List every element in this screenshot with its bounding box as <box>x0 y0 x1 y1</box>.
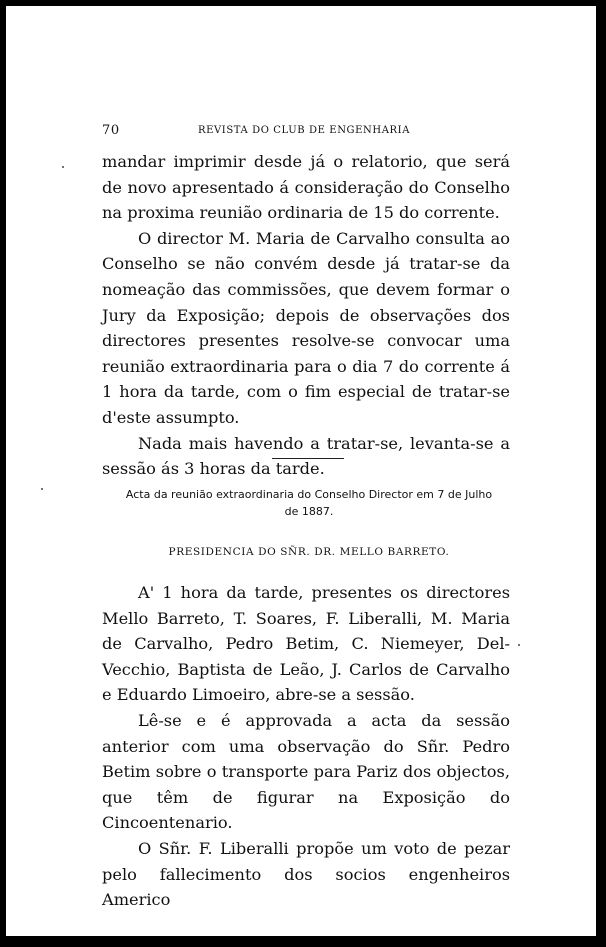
acta-title-line-2: de 1887. <box>284 505 334 518</box>
scan-speck <box>41 488 43 490</box>
page-header <box>102 123 506 141</box>
running-title: REVISTA DO CLUB DE ENGENHARIA <box>197 125 411 136</box>
paragraph-session-close: Nada mais havendo a tratar-se, levanta-se a sessão ás 3 horas da tarde. <box>102 433 510 479</box>
paragraph-condolence-vote: O Sñr. F. Liberalli propõe um voto de pezar pelo fallecimento dos socios engenheiros Americo <box>102 838 510 910</box>
scan-speck <box>518 644 520 646</box>
bottom-section <box>102 580 510 913</box>
paragraph-continued: mandar imprimir desde já o relatorio, que será de novo apresentado á consideração do Conselho na proxima reunião ordinaria de 15 do corrente. <box>102 152 510 223</box>
scan-speck <box>62 166 64 168</box>
acta-title <box>102 486 516 520</box>
acta-title-line-1: Acta da reunião extraordinaria do Conselho Director em 7 de Julho <box>125 488 493 501</box>
section-divider <box>272 458 344 459</box>
presidencia-line: PRESIDENCIA DO SÑR. DR. MELLO BARRETO. <box>168 546 450 558</box>
page-number: 70 <box>102 123 120 138</box>
top-section <box>102 149 510 482</box>
paragraph-minutes-approved: Lê-se e é approvada a acta da sessão anterior com uma observação do Sñr. Pedro Betim sobre o transporte para Pariz dos objectos, que têm de figurar na Exposição do Cincoentenario. <box>102 710 510 833</box>
paragraph-director-proposal: O director M. Maria de Carvalho consulta ao Conselho se não convém desde já tratar-se da nomeação das commissões, que devem formar o Jury da Exposição; depois de observações dos directores presentes resolve-se convocar uma reunião extraordinaria para o dia 7 do corrente á 1 hora da tarde, com o fim especial de tratar-se d'este assumpto. <box>102 228 510 427</box>
paragraph-attendance: A' 1 hora da tarde, presentes os directores Mello Barreto, T. Soares, F. Liberalli, M. Maria de Carvalho, Pedro Betim, C. Niemeyer, Del-Vecchio, Baptista de Leão, J. Carlos de Carvalho e Eduardo Limoeiro, abre-se a sessão. <box>102 583 510 705</box>
book-page <box>6 6 596 936</box>
